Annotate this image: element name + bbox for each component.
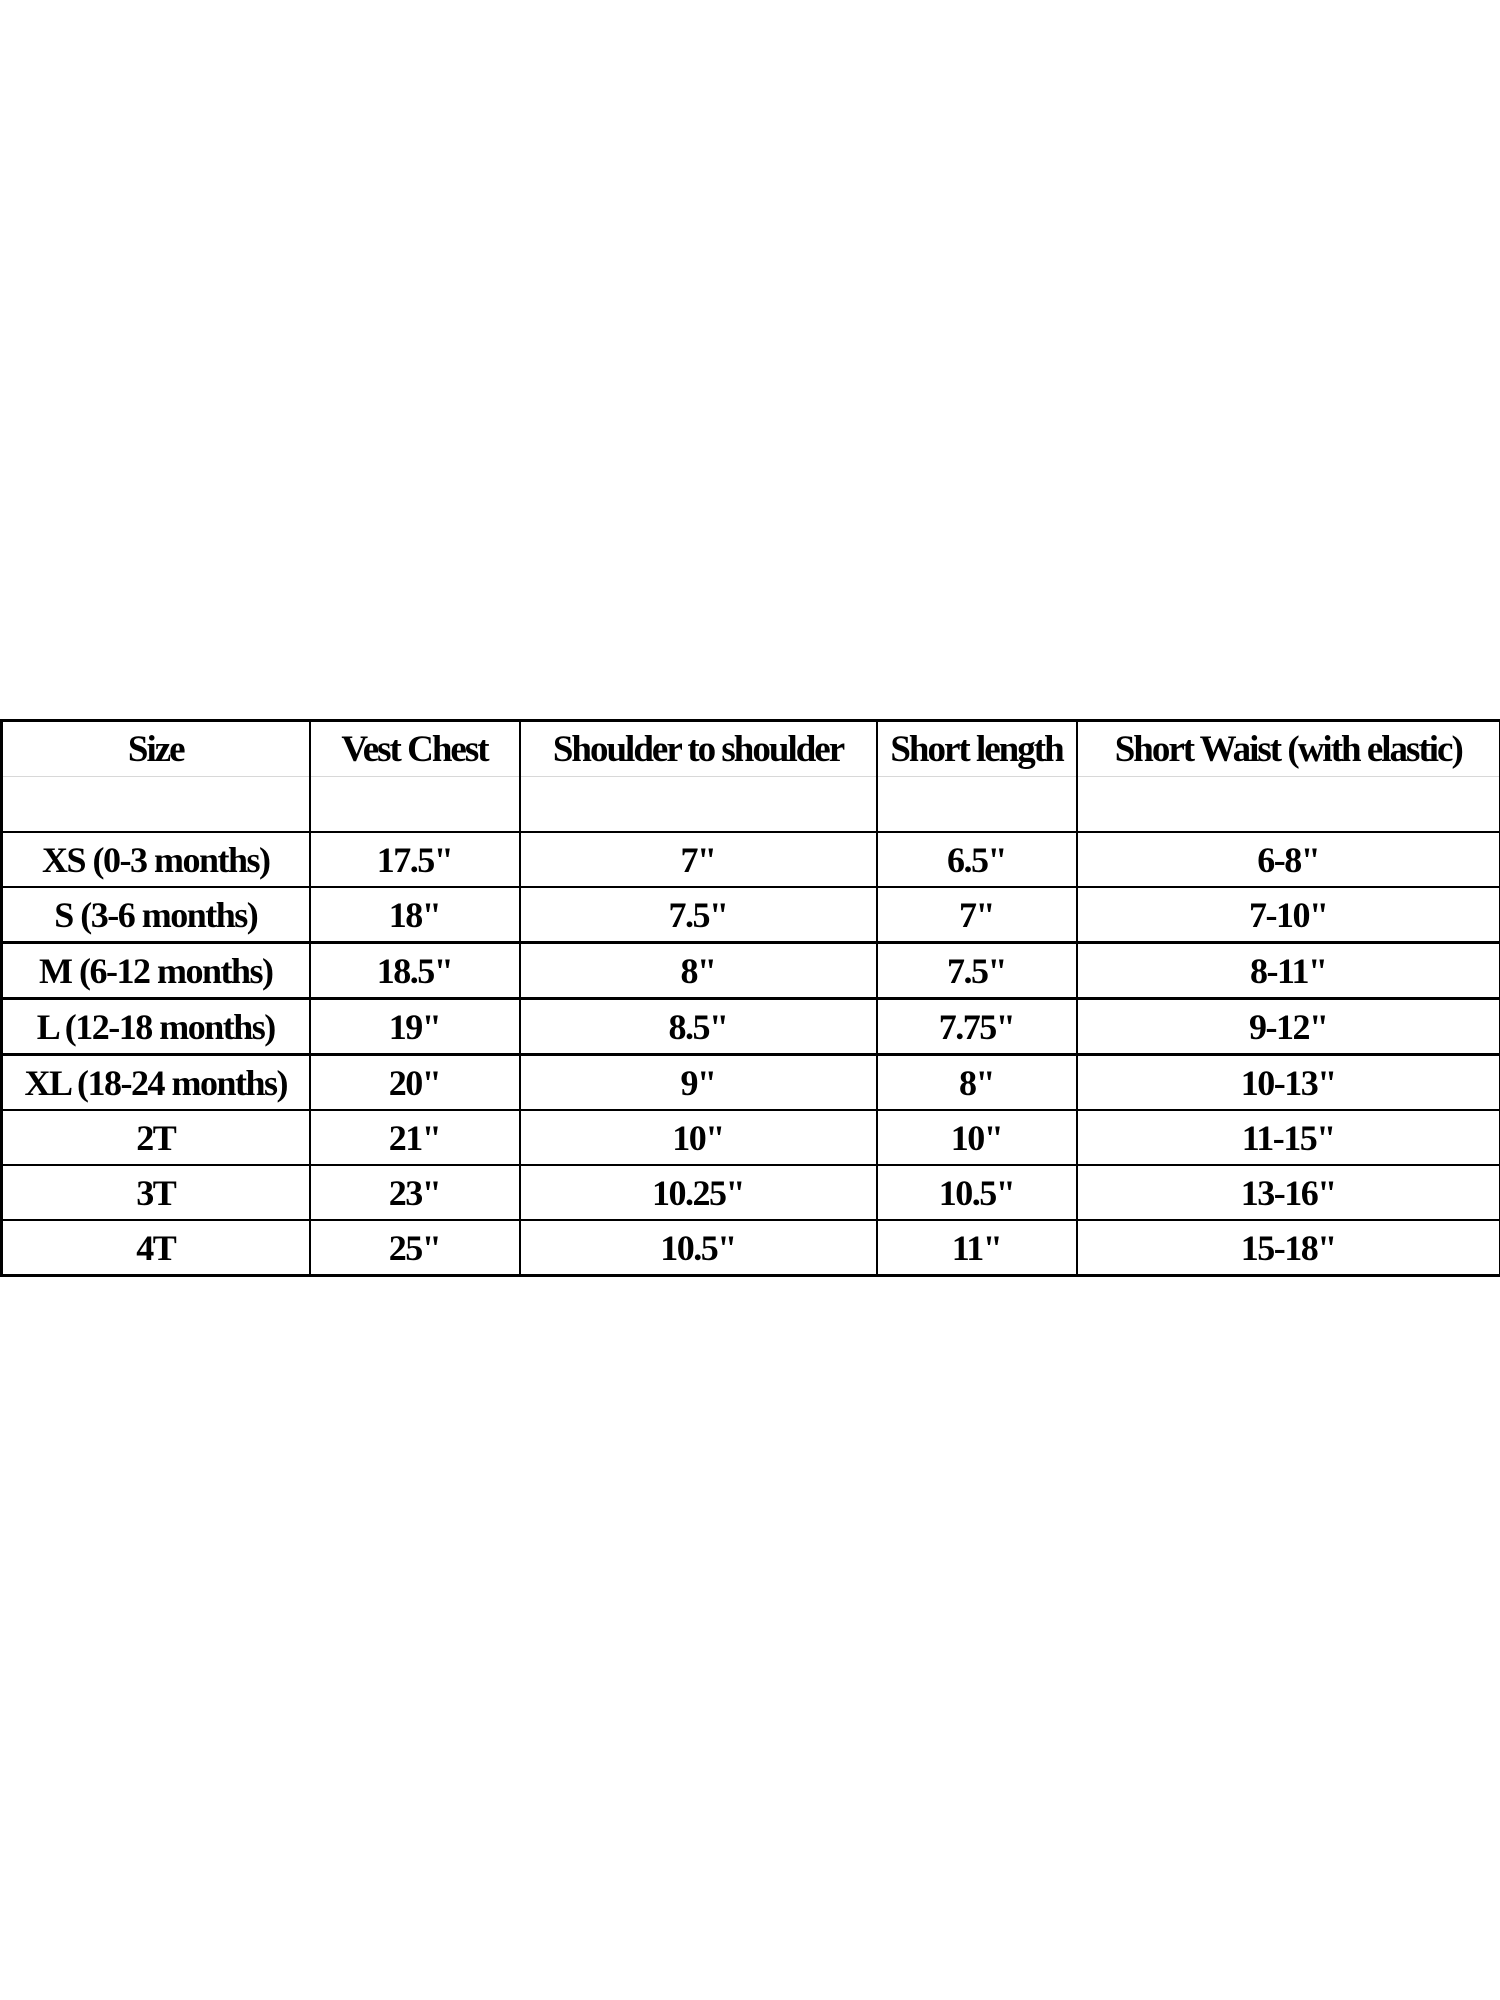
short-length-cell: 8"	[877, 1055, 1077, 1111]
empty-cell	[520, 777, 877, 833]
empty-cell	[310, 777, 520, 833]
size-cell: 3T	[2, 1165, 310, 1220]
short-length-cell: 7.5"	[877, 943, 1077, 999]
short-waist-cell: 6-8"	[1077, 832, 1500, 887]
shoulder-cell: 7.5"	[520, 887, 877, 943]
size-cell: M (6-12 months)	[2, 943, 310, 999]
vest-chest-cell: 25"	[310, 1220, 520, 1276]
header-short-waist: Short Waist (with elastic)	[1077, 721, 1500, 777]
short-waist-cell: 11-15"	[1077, 1110, 1500, 1165]
size-cell: XS (0-3 months)	[2, 832, 310, 887]
vest-chest-cell: 21"	[310, 1110, 520, 1165]
table-row	[2, 1110, 1500, 1165]
empty-cell	[877, 777, 1077, 833]
empty-cell	[1077, 777, 1500, 833]
shoulder-cell: 9"	[520, 1055, 877, 1111]
empty-cell	[2, 777, 310, 833]
vest-chest-cell: 18"	[310, 887, 520, 943]
short-length-cell: 11"	[877, 1220, 1077, 1276]
header-short-length: Short length	[877, 721, 1077, 777]
table-row	[2, 1165, 1500, 1220]
shoulder-cell: 10"	[520, 1110, 877, 1165]
size-cell: S (3-6 months)	[2, 887, 310, 943]
table-row	[2, 999, 1500, 1055]
header-shoulder-to-shoulder: Shoulder to shoulder	[520, 721, 877, 777]
shoulder-cell: 7"	[520, 832, 877, 887]
size-cell: 2T	[2, 1110, 310, 1165]
size-cell: 4T	[2, 1220, 310, 1276]
short-length-cell: 7"	[877, 887, 1077, 943]
size-chart-table	[0, 719, 1500, 1277]
vest-chest-cell: 18.5"	[310, 943, 520, 999]
vest-chest-cell: 20"	[310, 1055, 520, 1111]
shoulder-cell: 8"	[520, 943, 877, 999]
table-row	[2, 887, 1500, 943]
short-length-cell: 10.5"	[877, 1165, 1077, 1220]
short-waist-cell: 7-10"	[1077, 887, 1500, 943]
shoulder-cell: 10.25"	[520, 1165, 877, 1220]
short-waist-cell: 9-12"	[1077, 999, 1500, 1055]
short-length-cell: 7.75"	[877, 999, 1077, 1055]
shoulder-cell: 10.5"	[520, 1220, 877, 1276]
short-waist-cell: 13-16"	[1077, 1165, 1500, 1220]
table-row	[2, 832, 1500, 887]
header-size: Size	[2, 721, 310, 777]
size-cell: L (12-18 months)	[2, 999, 310, 1055]
short-waist-cell: 10-13"	[1077, 1055, 1500, 1111]
vest-chest-cell: 19"	[310, 999, 520, 1055]
short-waist-cell: 15-18"	[1077, 1220, 1500, 1276]
vest-chest-cell: 17.5"	[310, 832, 520, 887]
empty-row	[2, 777, 1500, 833]
size-cell: XL (18-24 months)	[2, 1055, 310, 1111]
header-vest-chest: Vest Chest	[310, 721, 520, 777]
table-row	[2, 1220, 1500, 1276]
table-row	[2, 1055, 1500, 1111]
vest-chest-cell: 23"	[310, 1165, 520, 1220]
short-length-cell: 6.5"	[877, 832, 1077, 887]
header-row	[2, 721, 1500, 777]
table-row	[2, 943, 1500, 999]
short-length-cell: 10"	[877, 1110, 1077, 1165]
shoulder-cell: 8.5"	[520, 999, 877, 1055]
short-waist-cell: 8-11"	[1077, 943, 1500, 999]
